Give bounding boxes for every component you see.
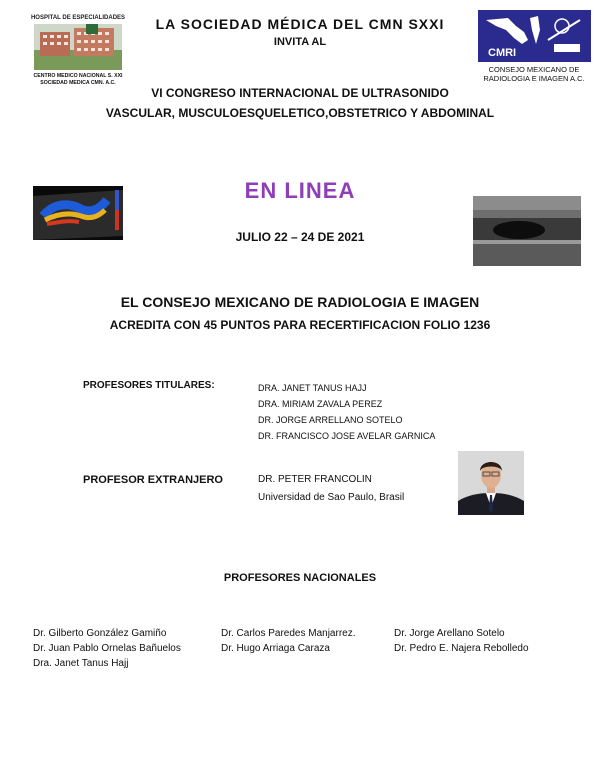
invite-text: INVITA AL [273, 36, 327, 48]
extranjero-affiliation: Universidad de Sao Paulo, Brasil [258, 492, 405, 503]
accreditation-line2: ACREDITA CON 45 PUNTOS PARA RECERTIFICACION FOLIO 1236 [109, 318, 491, 332]
nacional-name: Dr. Pedro E. Najera Rebolledo [394, 643, 529, 654]
nacional-name: Dr. Juan Pablo Ornelas Bañuelos [33, 643, 181, 654]
event-dates: JULIO 22 – 24 DE 2021 [235, 230, 365, 244]
logo-right-line1: CONSEJO MEXICANO DE [488, 65, 580, 74]
nacional-name: Dr. Carlos Paredes Manjarrez. [221, 628, 356, 639]
nacionales-title: PROFESORES NACIONALES [223, 572, 377, 584]
hospital-logo [30, 10, 126, 90]
accreditation-line1: EL CONSEJO MEXICANO DE RADIOLOGIA E IMAGEN [120, 294, 480, 310]
titular-name: DRA. JANET TANUS HAJJ [258, 383, 367, 393]
nacional-name: Dr. Jorge Arellano Sotelo [394, 628, 505, 639]
nacionales-column-2 [221, 626, 356, 656]
extranjero-label: PROFESOR EXTRANJERO [83, 474, 223, 486]
nacional-name: Dra. Janet Tanus Hajj [33, 658, 129, 669]
titular-name: DRA. MIRIAM ZAVALA PEREZ [258, 399, 383, 409]
titular-name: DR. FRANCISCO JOSE AVELAR GARNICA [258, 431, 436, 441]
grayscale-ultrasound-image [473, 196, 581, 266]
logo-right-line2: RADIOLOGIA E IMAGEN A.C. [483, 74, 585, 83]
professor-portrait-photo [458, 451, 524, 515]
congress-title-line1: VI CONGRESO INTERNACIONAL DE ULTRASONIDO [151, 86, 449, 100]
logo-left-line2: SOCIEDAD MEDICA CMN. A.C. [40, 80, 116, 86]
nacionales-column-1 [33, 626, 181, 671]
logo-left-line1: CENTRO MEDICO NACIONAL S. XXI [33, 73, 123, 79]
extranjero-name: DR. PETER FRANCOLIN [258, 474, 372, 485]
nacionales-column-3 [394, 626, 529, 656]
doppler-ultrasound-image [33, 186, 123, 240]
nacional-name: Dr. Gilberto González Gamiño [33, 628, 167, 639]
cmri-logo [478, 10, 591, 84]
cmri-badge-text: CMRI [488, 47, 517, 59]
society-title: LA SOCIEDAD MÉDICA DEL CMN SXXI [155, 16, 445, 32]
event-mode-heading: EN LINEA [244, 178, 356, 203]
titular-name: DR. JORGE ARRELLANO SOTELO [258, 415, 403, 425]
titulares-label: PROFESORES TITULARES: [83, 380, 215, 391]
logo-arc-text: HOSPITAL DE ESPECIALIDADES [30, 15, 126, 21]
nacional-name: Dr. Hugo Arriaga Caraza [221, 643, 330, 654]
titulares-list [258, 380, 435, 444]
congress-title-line2: VASCULAR, MUSCULOESQUELETICO,OBSTETRICO Y ABDOMINAL [105, 106, 495, 120]
